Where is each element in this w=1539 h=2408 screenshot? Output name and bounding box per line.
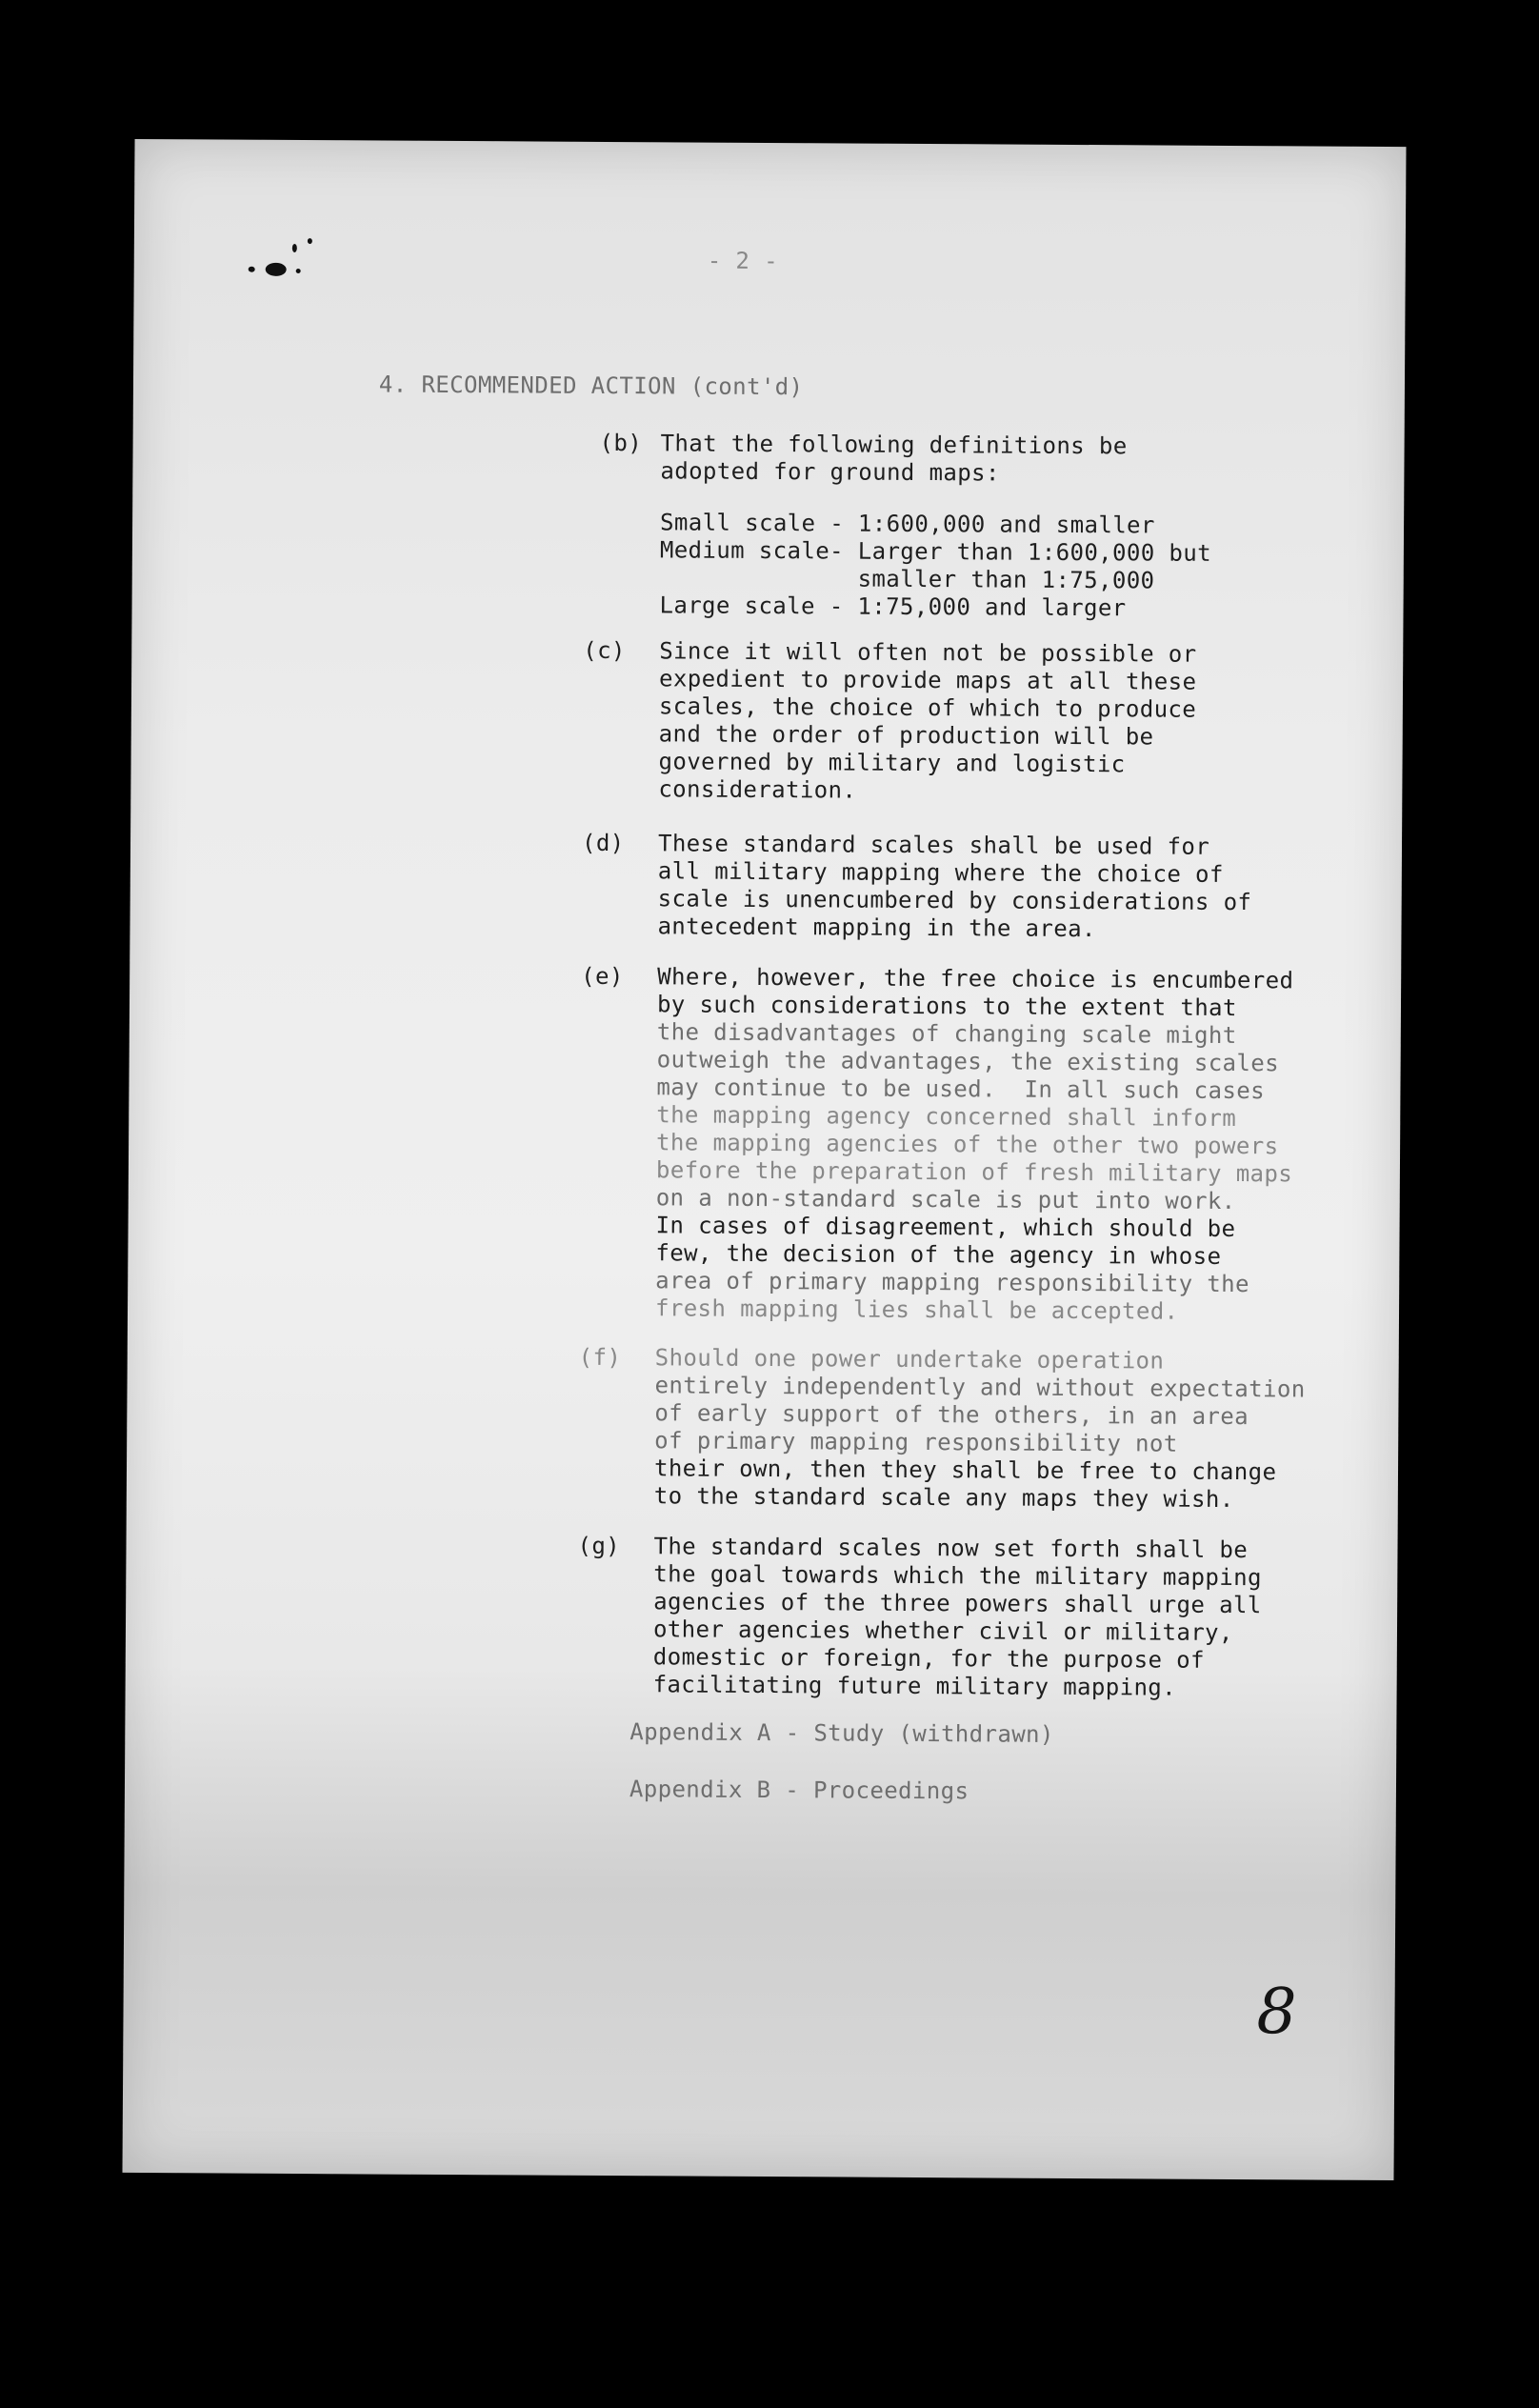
- paragraph-line: scale is unencumbered by considerations of: [657, 885, 1252, 916]
- paragraph-line: the disadvantages of changing scale might: [656, 1018, 1237, 1050]
- paragraph-line: may continue to be used. In all such cases: [656, 1074, 1266, 1105]
- paragraph-line: agencies of the three powers shall urge all: [653, 1588, 1262, 1619]
- ink-blot-mark: [237, 231, 323, 298]
- scale-definition-line: smaller than 1:75,000: [659, 564, 1155, 594]
- paragraph-line: The standard scales now set forth shall be: [653, 1533, 1249, 1564]
- paragraph-line: all military mapping where the choice of: [657, 857, 1224, 888]
- paragraph-line: consideration.: [658, 775, 857, 804]
- paragraph-line: Where, however, the free choice is encumbered: [657, 963, 1294, 994]
- item-label-e: (e): [581, 962, 624, 991]
- paragraph-line: In cases of disagreement, which should be: [655, 1212, 1236, 1243]
- paragraph-line: These standard scales shall be used for: [657, 830, 1210, 860]
- paragraph-line: by such considerations to the extent that: [656, 991, 1237, 1022]
- item-label-g: (g): [577, 1532, 621, 1560]
- paragraph-line: the mapping agencies of the other two powers: [656, 1129, 1279, 1160]
- scale-definition-line: Small scale - 1:600,000 and smaller: [660, 509, 1155, 539]
- paragraph-line: domestic or foreign, for the purpose of: [652, 1643, 1206, 1674]
- paragraph-line: and the order of production will be: [658, 720, 1154, 751]
- paragraph-line: the goal towards which the military mapping: [653, 1560, 1262, 1592]
- appendix-line: Appendix B - Proceedings: [629, 1776, 969, 1805]
- paragraph-line: before the preparation of fresh military maps: [655, 1156, 1293, 1188]
- section-heading: 4. RECOMMENDED ACTION (cont'd): [378, 371, 804, 401]
- scale-definition-line: Large scale - 1:75,000 and larger: [659, 592, 1127, 622]
- paragraph-line: governed by military and logistic: [658, 748, 1126, 778]
- item-label-d: (d): [581, 829, 625, 857]
- appendix-line: Appendix A - Study (withdrawn): [630, 1718, 1054, 1748]
- handwritten-page-number: 8: [1256, 1975, 1297, 2049]
- page-header: - 2 -: [707, 247, 779, 275]
- paragraph-line: Since it will often not be possible or: [659, 637, 1197, 668]
- paragraph-line: the mapping agency concerned shall inform: [656, 1101, 1237, 1133]
- paragraph-line: Should one power undertake operation: [654, 1344, 1165, 1375]
- item-label-b: (b): [599, 429, 643, 457]
- item-label-c: (c): [583, 636, 626, 665]
- scale-definition-line: Medium scale- Larger than 1:600,000 but: [659, 536, 1212, 567]
- paragraph-line: entirely independently and without expectation: [654, 1372, 1306, 1403]
- paragraph-line: of early support of the others, in an area: [654, 1399, 1249, 1431]
- paragraph-line: their own, then they shall be free to change: [653, 1455, 1277, 1486]
- paragraph-line: on a non-standard scale is put into work.: [655, 1184, 1236, 1215]
- paragraph-line: to the standard scale any maps they wish.: [653, 1482, 1234, 1514]
- paragraph-line: facilitating future military mapping.: [652, 1671, 1177, 1701]
- paper-sheet: [122, 139, 1406, 2180]
- paragraph-line: area of primary mapping responsibility the: [655, 1267, 1249, 1298]
- paragraph-line: of primary mapping responsibility not: [654, 1427, 1178, 1457]
- paragraph-line: outweigh the advantages, the existing scales: [656, 1046, 1280, 1077]
- paragraph-line: few, the decision of the agency in whose: [655, 1239, 1222, 1270]
- item-label-f: (f): [578, 1343, 622, 1372]
- paragraph-line: adopted for ground maps:: [660, 457, 1000, 487]
- paragraph-line: That the following definitions be: [660, 430, 1128, 460]
- paragraph-line: expedient to provide maps at all these: [658, 665, 1197, 695]
- paragraph-line: other agencies whether civil or military,: [652, 1615, 1233, 1647]
- paragraph-line: fresh mapping lies shall be accepted.: [654, 1294, 1179, 1325]
- paragraph-line: antecedent mapping in the area.: [657, 913, 1096, 943]
- paragraph-line: scales, the choice of which to produce: [658, 692, 1197, 723]
